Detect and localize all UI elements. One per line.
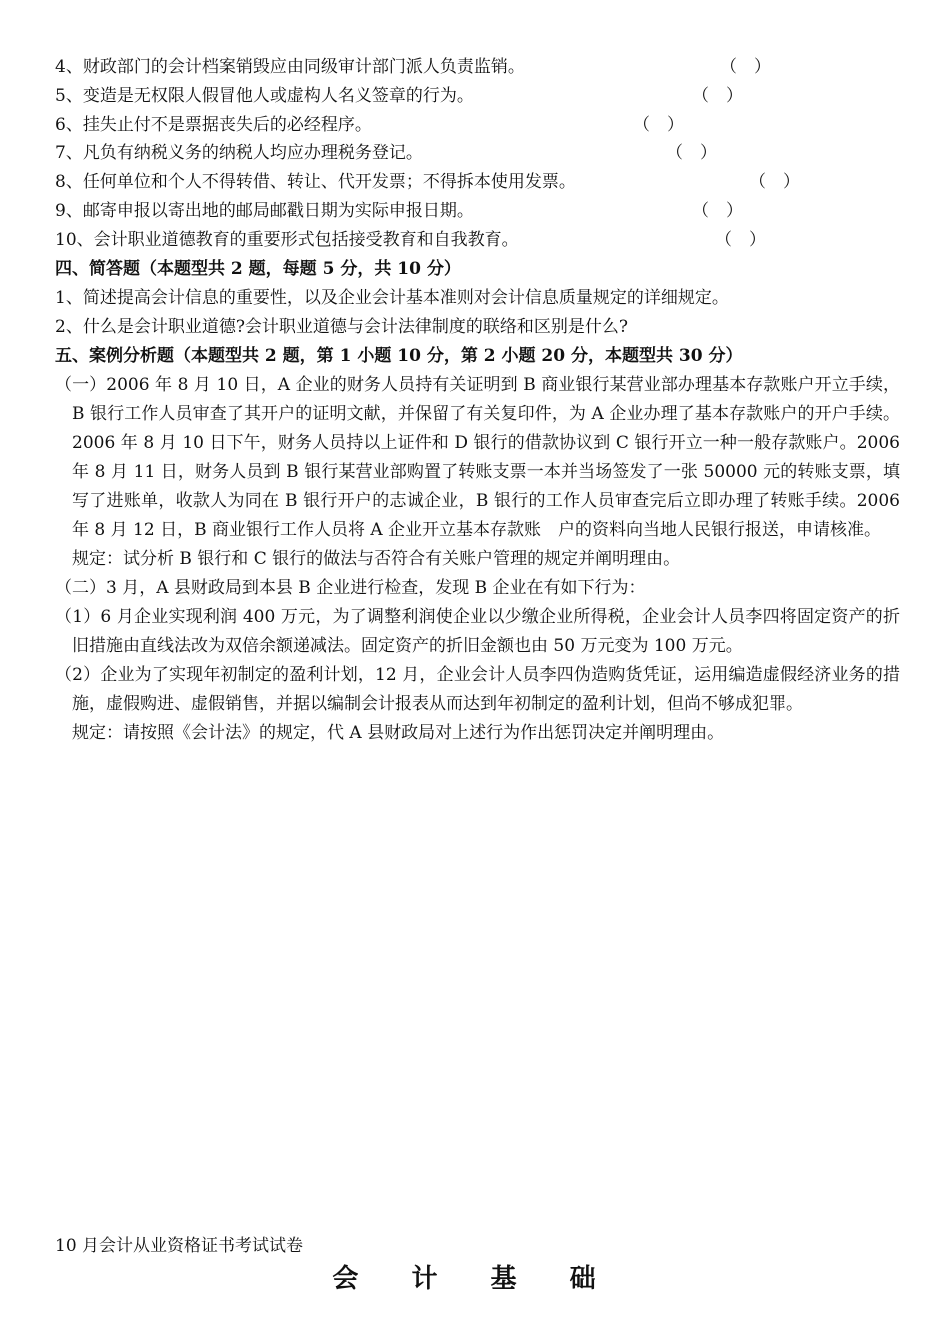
tf-item-5: 5、变造是无权限人假冒他人或虚构人名义签章的行为。 [55,86,474,106]
tf-item-7: 7、凡负有纳税义务的纳税人均应办理税务登记。 [55,143,423,163]
case2-item-2: （2）企业为了实现年初制定的盈利计划，12 月，企业会计人员李四伪造购货凭证，运用编造虚假经济业务的措施，虚假购进、虚假销售，并据以编制会计报表从而达到年初制定的盈利计划，但尚不够成犯罪。 [55,665,900,714]
tf-item-9: 9、邮寄申报以寄出地的邮局邮戳日期为实际申报日期。 [55,201,474,221]
case2-requirement: 规定：请按照《会计法》的规定，代 A 县财政局对上述行为作出惩罚决定并阐明理由。 [72,723,725,743]
answer-paren-8: （ ） [749,172,800,192]
answer-paren-9: （ ） [692,201,743,221]
section4-heading: 四、简答题（本题型共 2 题，每题 5 分，共 10 分） [55,259,461,279]
short-answer-question-2: 2、什么是会计职业道德?会计职业道德与会计法律制度的联络和区别是什么? [55,317,629,337]
case1-text: （一）2006 年 8 月 10 日，A 企业的财务人员持有关证明到 B 商业银行某营业部办理基本存款账户开立手续，B 银行工作人员审查了其开户的证明文献，并保留了有关复印件，为 A 企业办理了基本存款账户的开户手续。2006 年 8 月 10 日下午，财务人员持以上证件和 D 银行的借款协议到 C 银行开立一种一般存款账户。2006 年 8 月 11 日，财务人员到 B 银行某营业部购置了转账支票一本并当场签发了一张 50000 元的转账支票，填写了进账单，收款人为同在 B 银行开户的志诚企业，B 银行的工作人员审查完后立即办理了转账手续。2006 年 8 月 12 日，B 商业银行工作人员将 A 企业开立基本存款账 户的资料向当地人民银行报送，申请核准。 [55,375,900,540]
exam-name: 10 月会计从业资格证书考试试卷 [55,1236,304,1256]
short-answer-question-1: 1、简述提高会计信息的重要性，以及企业会计基本准则对会计信息质量规定的详细规定。 [55,288,729,308]
answer-paren-4: （ ） [720,57,771,77]
tf-item-10: 10、会计职业道德教育的重要形式包括接受教育和自我教育。 [55,230,519,250]
case1-requirement: 规定：试分析 B 银行和 C 银行的做法与否符合有关账户管理的规定并阐明理由。 [72,549,681,569]
next-section-title: 会 计 基 础 [332,1264,618,1294]
case-analysis-block [55,371,900,748]
tf-item-6: 6、挂失止付不是票据丧失后的必经程序。 [55,115,372,135]
case2-item-1: （1）6 月企业实现利润 400 万元，为了调整利润使企业以少缴企业所得税，企业会计人员李四将固定资产的折旧措施由直线法改为双倍余额递减法。固定资产的折旧金额也由 50 万元变为 100 万元。 [55,607,900,656]
section5-heading: 五、案例分析题（本题型共 2 题，第 1 小题 10 分，第 2 小题 20 分，本题型共 30 分） [55,346,743,366]
answer-paren-5: （ ） [692,86,743,106]
answer-paren-10: （ ） [715,230,766,250]
answer-paren-6: （ ） [633,115,684,135]
answer-paren-7: （ ） [666,143,717,163]
tf-item-8: 8、任何单位和个人不得转借、转让、代开发票；不得拆本使用发票。 [55,172,576,192]
tf-item-4: 4、财政部门的会计档案销毁应由同级审计部门派人负责监销。 [55,57,525,77]
case2-intro: （二）3 月，A 县财政局到本县 B 企业进行检查，发现 B 企业在有如下行为： [55,578,646,598]
